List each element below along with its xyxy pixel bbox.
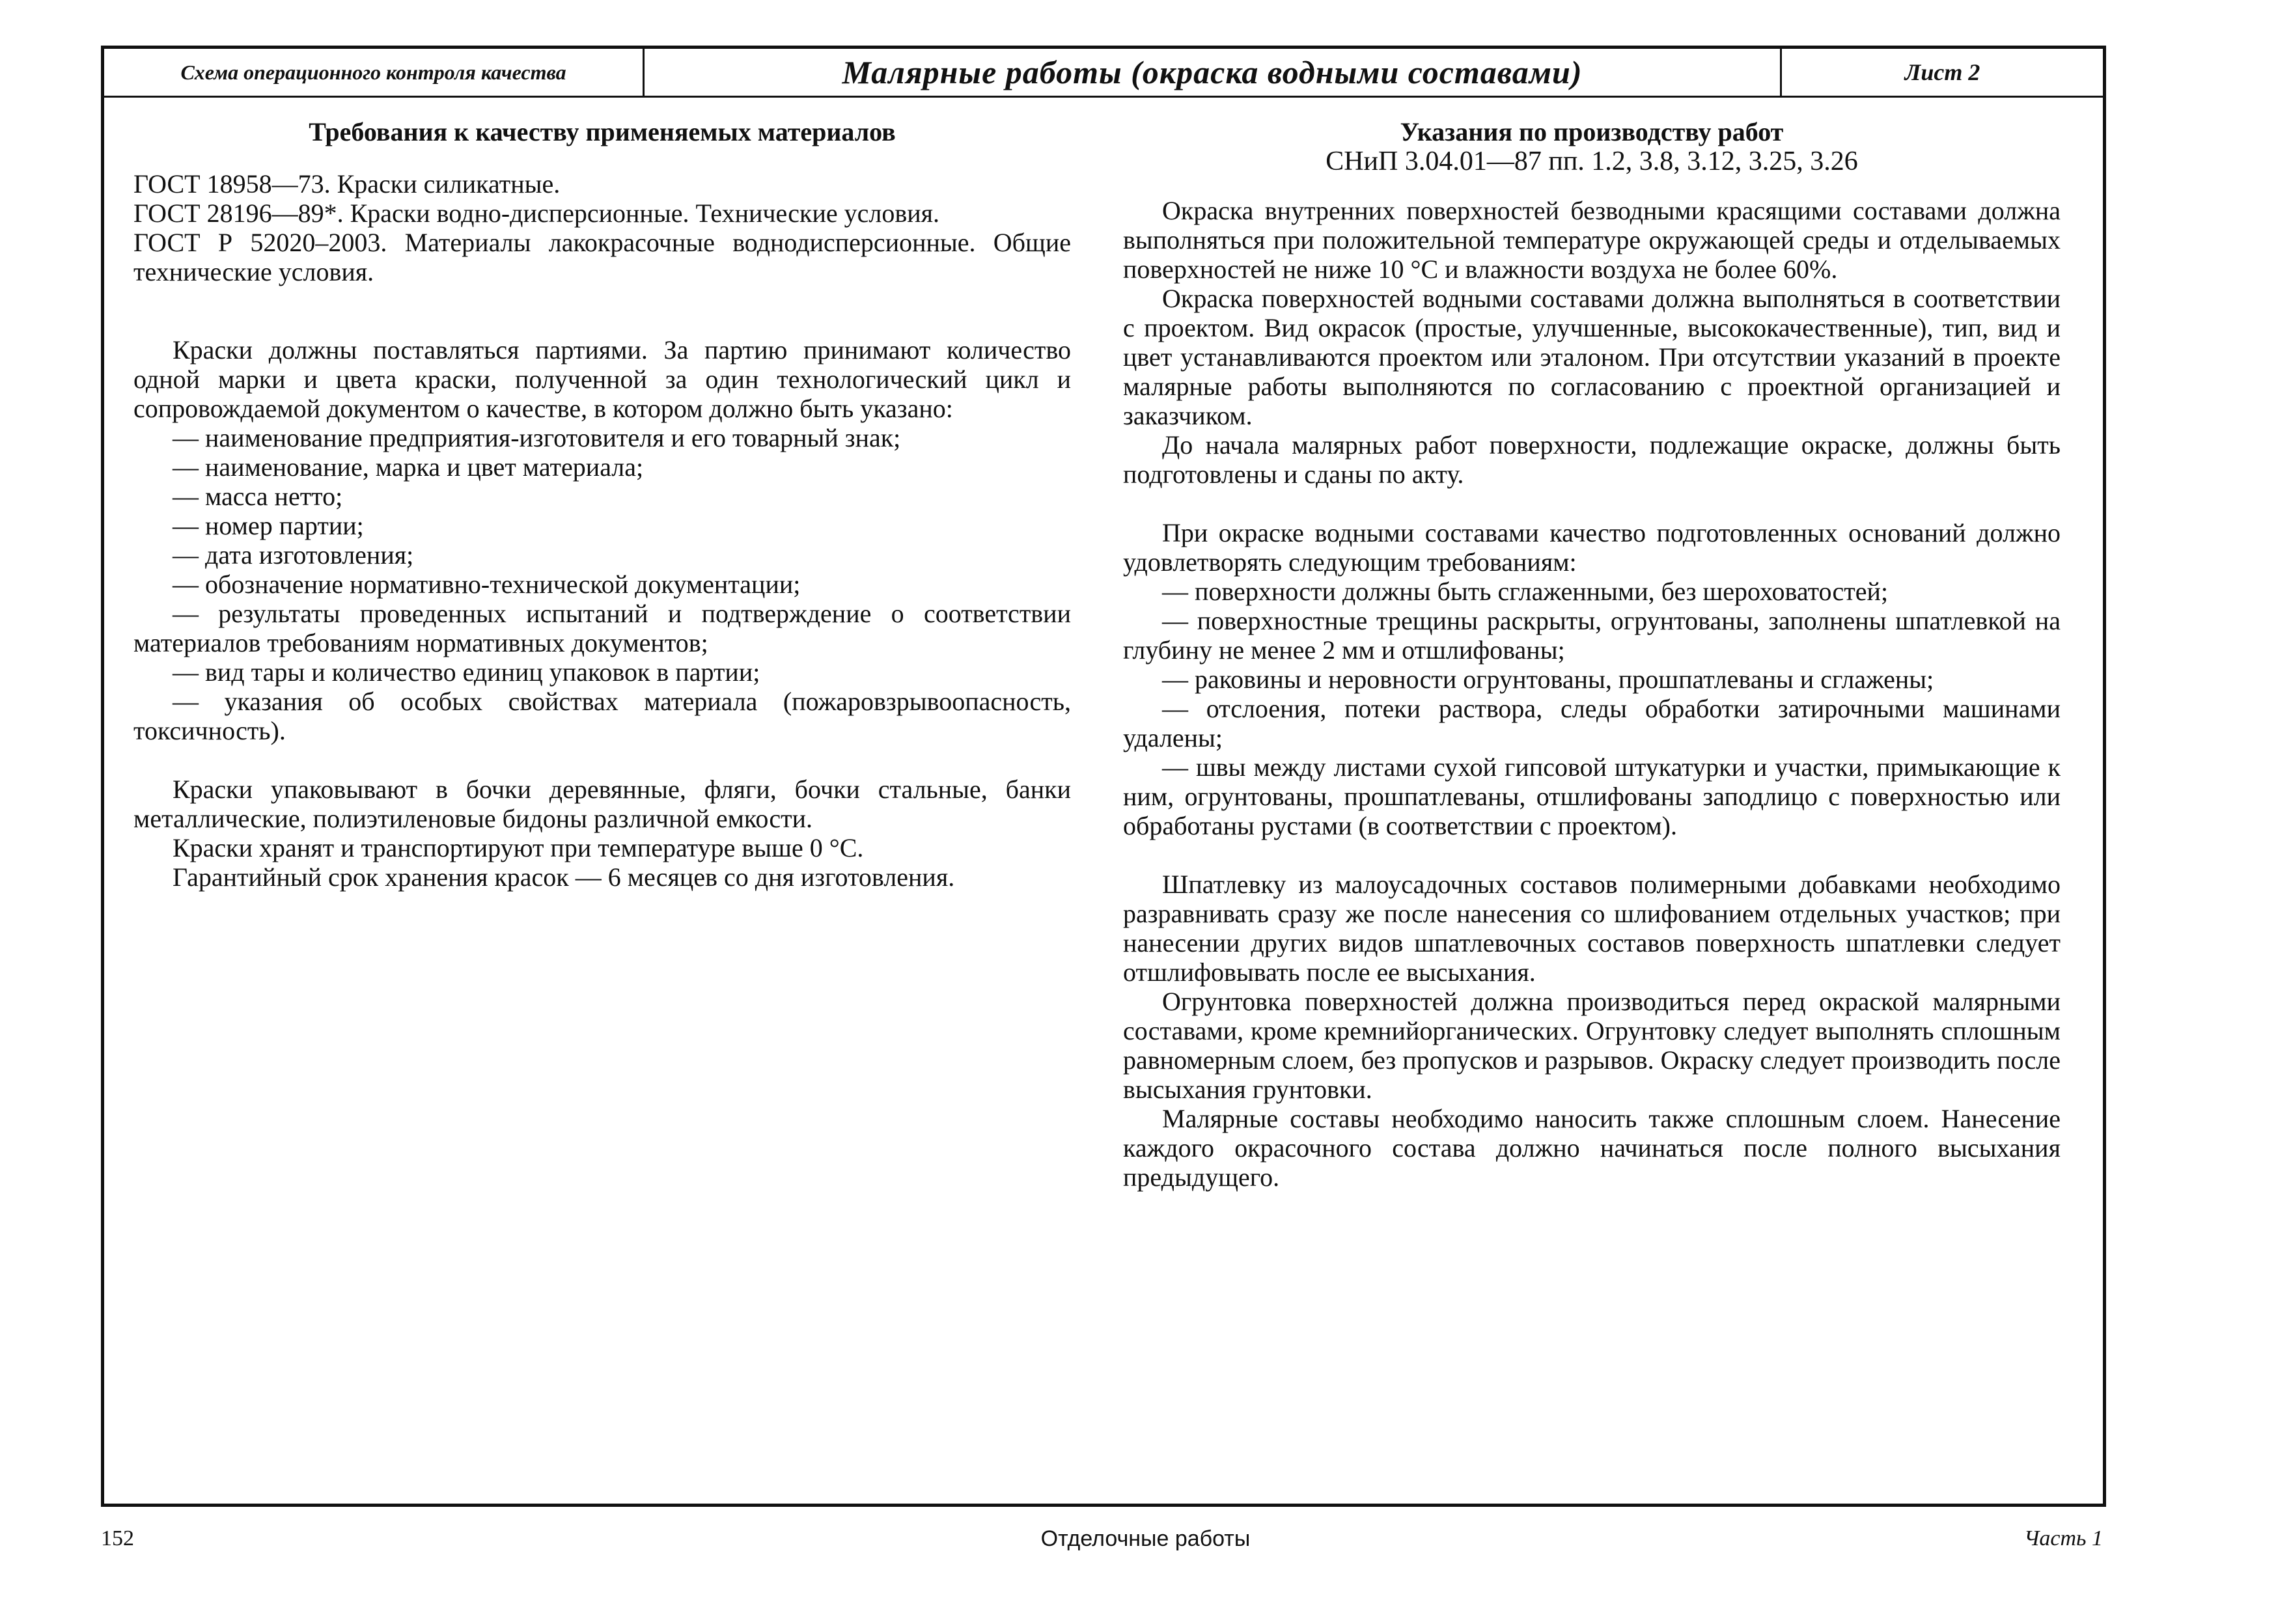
paragraph: Гарантийный срок хранения красок — 6 месяцев со дня изготовления. <box>173 862 955 892</box>
standard-item: ГОСТ 28196—89*. Краски водно-дисперсионные. Технические условия. <box>133 199 940 228</box>
document-frame <box>101 46 2106 1507</box>
paragraph: Краски хранят и транспортируют при температуре выше 0 °С. <box>173 833 864 862</box>
paragraph: Краски упаковывают в бочки деревянные, фляги, бочки стальные, банки металлические, полиэтиленовые бидоны различной емкости. <box>133 775 1071 833</box>
paragraph: Окраска внутренних поверхностей безводными красящими составами должна выполняться при положительной температуре окружающей среды и отделываемых поверхностей не ниже 10 °С и влажности воздуха не более 60%. <box>1123 196 2061 284</box>
header-table <box>104 49 2103 98</box>
standard-item: ГОСТ 18958—73. Краски силикатные. <box>133 169 561 199</box>
list-item: — дата изготовления; <box>173 540 414 570</box>
list-item: — раковины и неровности огрунтованы, прошпатлеваны и сглажены; <box>1162 665 1934 694</box>
standard-item: ГОСТ Р 52020–2003. Материалы лакокрасочные воднодисперсионные. Общие технические условия. <box>133 228 1071 286</box>
right-subheading: СНиП 3.04.01—87 пп. 1.2, 3.8, 3.12, 3.25, 3.26 <box>1326 146 1858 176</box>
paragraph: Малярные составы необходимо наносить также сплошным слоем. Нанесение каждого окрасочного состава должно начинаться после полного высыхания предыдущего. <box>1123 1104 2061 1192</box>
left-column <box>133 117 1071 892</box>
header-title: Малярные работы (окраска водными составами) <box>645 49 1782 96</box>
right-column <box>1123 117 2061 1192</box>
list-item: — наименование предприятия-изготовителя и его товарный знак; <box>173 423 901 452</box>
paragraph: Шпатлевку из малоусадочных составов полимерными добавками необходимо разравнивать сразу же после нанесения со шлифованием отдельных участков; при нанесении других видов шпатлевочных составов поверхность шпатлевки следует отшлифовывать после ее высыхания. <box>1123 870 2061 987</box>
paragraph: При окраске водными составами качество подготовленных оснований должно удовлетворять следующим требованиям: <box>1123 518 2061 577</box>
list-item: — масса нетто; <box>173 482 343 511</box>
list-item: — швы между листами сухой гипсовой штукатурки и участки, примыкающие к ним, огрунтованы, прошпатлеваны, отшлифованы заподлицо с поверхностью или обработаны рустами (в соответствии с проектом). <box>1123 752 2061 840</box>
paragraph: Окраска поверхностей водными составами должна выполняться в соответствии с проектом. Вид окрасок (простые, улучшенные, высококачественные), тип, вид и цвет устанавливаются проектом или эталоном. При отсутствии указаний в проекте малярные работы выполняются по согласованию с проектной организацией и заказчиком. <box>1123 284 2061 430</box>
list-item: — вид тары и количество единиц упаковок в партии; <box>173 657 760 687</box>
header-sheet: Лист 2 <box>1904 59 1980 85</box>
footer-part: Часть 1 <box>2023 1526 2103 1550</box>
list-item: — результаты проведенных испытаний и подтверждение о соответствии материалов требованиям нормативных документов; <box>133 599 1071 657</box>
right-heading: Указания по производству работ <box>1400 117 1784 146</box>
page-number: 152 <box>101 1526 134 1550</box>
left-heading: Требования к качеству применяемых материалов <box>309 117 896 146</box>
footer-title: Отделочные работы <box>1040 1526 1251 1551</box>
list-item: — поверхностные трещины раскрыты, огрунтованы, заполнены шпатлевкой на глубину не менее 2 мм и отшлифованы; <box>1123 606 2061 665</box>
paragraph: Огрунтовка поверхностей должна производиться перед окраской малярными составами, кроме кремнийорганических. Огрунтовку следует выполнять сплошным равномерным слоем, без пропусков и разрывов. Окраску следует производить после высыхания грунтовки. <box>1123 987 2061 1104</box>
list-item: — отслоения, потеки раствора, следы обработки затирочными машинами удалены; <box>1123 694 2061 752</box>
header-left: Схема операционного контроля качества <box>104 49 645 96</box>
list-item: — поверхности должны быть сглаженными, без шероховатостей; <box>1162 577 1889 606</box>
list-item: — обозначение нормативно-технической документации; <box>173 570 801 599</box>
list-item: — номер партии; <box>173 511 364 540</box>
paragraph: Краски должны поставляться партиями. За партию принимают количество одной марки и цвета краски, полученной за один технологический цикл и сопровождаемой документом о качестве, в котором должно быть указано: <box>133 335 1071 423</box>
list-item: — указания об особых свойствах материала (пожаровзрывоопасность, токсичность). <box>133 687 1071 745</box>
paragraph: До начала малярных работ поверхности, подлежащие окраске, должны быть подготовлены и сданы по акту. <box>1123 430 2061 489</box>
list-item: — наименование, марка и цвет материала; <box>173 452 644 482</box>
